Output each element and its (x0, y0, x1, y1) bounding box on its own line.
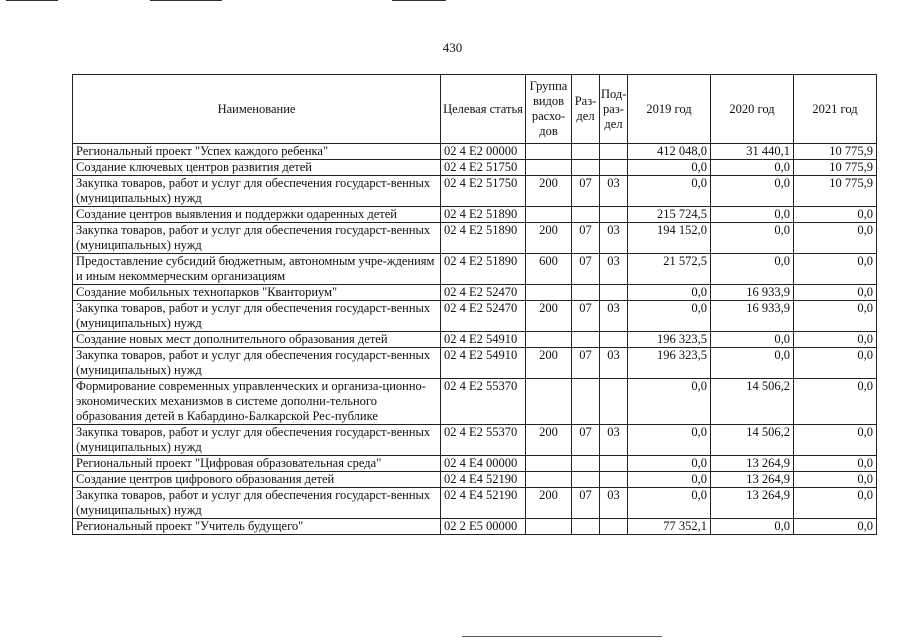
cell-2019: 0,0 (628, 488, 711, 519)
cell-group (526, 519, 572, 535)
header-target: Целевая статья (441, 75, 526, 144)
cell-2021: 0,0 (794, 379, 877, 425)
cell-target: 02 4 E2 51890 (441, 207, 526, 223)
cell-group: 200 (526, 488, 572, 519)
cell-section: 07 (572, 176, 600, 207)
cell-2019: 196 323,5 (628, 348, 711, 379)
cell-group (526, 379, 572, 425)
cell-section (572, 285, 600, 301)
cell-name: Создание центров цифрового образования детей (73, 472, 441, 488)
cell-2020: 0,0 (711, 519, 794, 535)
cell-subsection: 03 (600, 223, 628, 254)
table-row (73, 456, 877, 472)
cell-subsection: 03 (600, 176, 628, 207)
cell-2020: 13 264,9 (711, 456, 794, 472)
cell-2020: 16 933,9 (711, 301, 794, 332)
header-2021: 2021 год (794, 75, 877, 144)
table-row (73, 207, 877, 223)
cell-subsection (600, 332, 628, 348)
top-rule-2 (150, 0, 222, 1)
cell-name: Закупка товаров, работ и услуг для обеспечения государст-венных (муниципальных) нужд (73, 488, 441, 519)
cell-section: 07 (572, 223, 600, 254)
cell-group: 200 (526, 176, 572, 207)
table-row (73, 254, 877, 285)
cell-name: Закупка товаров, работ и услуг для обеспечения государст-венных (муниципальных) нужд (73, 223, 441, 254)
cell-section: 07 (572, 488, 600, 519)
cell-section (572, 144, 600, 160)
cell-2021: 10 775,9 (794, 160, 877, 176)
cell-name: Региональный проект "Учитель будущего" (73, 519, 441, 535)
cell-target: 02 4 E2 51890 (441, 254, 526, 285)
cell-2019: 194 152,0 (628, 223, 711, 254)
cell-2019: 0,0 (628, 456, 711, 472)
cell-2021: 0,0 (794, 456, 877, 472)
cell-name: Региональный проект "Цифровая образовательная среда" (73, 456, 441, 472)
cell-name: Закупка товаров, работ и услуг для обеспечения государст-венных (муниципальных) нужд (73, 176, 441, 207)
cell-2019: 0,0 (628, 160, 711, 176)
cell-group: 200 (526, 348, 572, 379)
table-body (73, 144, 877, 535)
cell-2021: 0,0 (794, 348, 877, 379)
cell-subsection: 03 (600, 301, 628, 332)
cell-target: 02 4 E4 00000 (441, 456, 526, 472)
cell-target: 02 4 E2 54910 (441, 348, 526, 379)
cell-target: 02 4 E2 51750 (441, 176, 526, 207)
cell-name: Закупка товаров, работ и услуг для обеспечения государст-венных (муниципальных) нужд (73, 348, 441, 379)
cell-target: 02 4 E4 52190 (441, 472, 526, 488)
cell-section (572, 160, 600, 176)
cell-group (526, 456, 572, 472)
cell-2019: 196 323,5 (628, 332, 711, 348)
header-2020: 2020 год (711, 75, 794, 144)
cell-2019: 0,0 (628, 379, 711, 425)
cell-name: Закупка товаров, работ и услуг для обеспечения государст-венных (муниципальных) нужд (73, 425, 441, 456)
cell-subsection (600, 160, 628, 176)
bottom-rule (462, 636, 662, 637)
cell-2019: 215 724,5 (628, 207, 711, 223)
cell-2020: 13 264,9 (711, 472, 794, 488)
cell-section: 07 (572, 301, 600, 332)
table-row (73, 160, 877, 176)
cell-subsection (600, 379, 628, 425)
cell-group: 600 (526, 254, 572, 285)
cell-group (526, 144, 572, 160)
cell-2020: 16 933,9 (711, 285, 794, 301)
cell-2020: 0,0 (711, 207, 794, 223)
cell-subsection: 03 (600, 425, 628, 456)
cell-2021: 0,0 (794, 425, 877, 456)
cell-section (572, 456, 600, 472)
cell-2021: 0,0 (794, 301, 877, 332)
table-row (73, 301, 877, 332)
header-2019: 2019 год (628, 75, 711, 144)
header-section: Раз-дел (572, 75, 600, 144)
table-row (73, 519, 877, 535)
cell-2021: 0,0 (794, 285, 877, 301)
cell-target: 02 4 E2 54910 (441, 332, 526, 348)
table-row (73, 144, 877, 160)
cell-group (526, 207, 572, 223)
cell-target: 02 4 E2 52470 (441, 285, 526, 301)
cell-2020: 0,0 (711, 176, 794, 207)
cell-2019: 0,0 (628, 301, 711, 332)
cell-2020: 0,0 (711, 254, 794, 285)
cell-2020: 0,0 (711, 348, 794, 379)
cell-2021: 0,0 (794, 519, 877, 535)
cell-group (526, 472, 572, 488)
budget-table (72, 74, 877, 535)
cell-target: 02 4 E4 52190 (441, 488, 526, 519)
cell-section (572, 379, 600, 425)
table-row (73, 379, 877, 425)
cell-section: 07 (572, 348, 600, 379)
table-row (73, 488, 877, 519)
cell-2020: 31 440,1 (711, 144, 794, 160)
cell-2021: 0,0 (794, 332, 877, 348)
cell-subsection (600, 285, 628, 301)
cell-2021: 0,0 (794, 223, 877, 254)
table-row (73, 223, 877, 254)
cell-name: Предоставление субсидий бюджетным, автономным учре-ждениям и иным некоммерческим организациям (73, 254, 441, 285)
cell-2019: 21 572,5 (628, 254, 711, 285)
cell-subsection (600, 456, 628, 472)
cell-section (572, 207, 600, 223)
table-row (73, 332, 877, 348)
cell-2021: 0,0 (794, 488, 877, 519)
table-row (73, 348, 877, 379)
header-expense-group: Группа видов расхо-дов (526, 75, 572, 144)
cell-section: 07 (572, 425, 600, 456)
cell-group (526, 285, 572, 301)
cell-name: Региональный проект "Успех каждого ребенка" (73, 144, 441, 160)
cell-group: 200 (526, 301, 572, 332)
cell-2020: 0,0 (711, 160, 794, 176)
cell-2019: 0,0 (628, 472, 711, 488)
cell-target: 02 4 E2 52470 (441, 301, 526, 332)
cell-2021: 0,0 (794, 254, 877, 285)
header-name: Наименование (73, 75, 441, 144)
table-row (73, 425, 877, 456)
cell-subsection (600, 519, 628, 535)
cell-target: 02 4 E2 55370 (441, 379, 526, 425)
cell-subsection (600, 144, 628, 160)
cell-target: 02 4 E2 00000 (441, 144, 526, 160)
cell-section (572, 332, 600, 348)
cell-section: 07 (572, 254, 600, 285)
cell-2019: 412 048,0 (628, 144, 711, 160)
cell-target: 02 4 E2 51750 (441, 160, 526, 176)
cell-2021: 10 775,9 (794, 176, 877, 207)
cell-target: 02 4 E2 55370 (441, 425, 526, 456)
cell-name: Создание мобильных технопарков "Кванториум" (73, 285, 441, 301)
cell-name: Создание новых мест дополнительного образования детей (73, 332, 441, 348)
cell-2020: 14 506,2 (711, 379, 794, 425)
cell-group (526, 332, 572, 348)
cell-2019: 0,0 (628, 176, 711, 207)
table-row (73, 472, 877, 488)
cell-group: 200 (526, 425, 572, 456)
cell-2019: 0,0 (628, 285, 711, 301)
cell-name: Создание ключевых центров развития детей (73, 160, 441, 176)
cell-2020: 14 506,2 (711, 425, 794, 456)
cell-2019: 0,0 (628, 425, 711, 456)
cell-2020: 0,0 (711, 332, 794, 348)
cell-target: 02 2 E5 00000 (441, 519, 526, 535)
cell-target: 02 4 E2 51890 (441, 223, 526, 254)
cell-2021: 10 775,9 (794, 144, 877, 160)
cell-2019: 77 352,1 (628, 519, 711, 535)
cell-2021: 0,0 (794, 207, 877, 223)
table-row (73, 285, 877, 301)
header-row (73, 75, 877, 144)
cell-subsection: 03 (600, 254, 628, 285)
cell-subsection: 03 (600, 348, 628, 379)
cell-subsection (600, 472, 628, 488)
cell-section (572, 472, 600, 488)
cell-name: Формирование современных управленческих и организа-ционно-экономических механизмов в системе дополни-тельного образования детей в Кабардино-Балкарской Рес-публике (73, 379, 441, 425)
page-number: 430 (442, 40, 463, 55)
cell-2021: 0,0 (794, 472, 877, 488)
cell-name: Создание центров выявления и поддержки одаренных детей (73, 207, 441, 223)
table-row (73, 176, 877, 207)
cell-group (526, 160, 572, 176)
cell-group: 200 (526, 223, 572, 254)
header-subsection: Под-раз-дел (600, 75, 628, 144)
top-rule-1 (6, 0, 58, 1)
cell-section (572, 519, 600, 535)
cell-2020: 0,0 (711, 223, 794, 254)
cell-subsection (600, 207, 628, 223)
top-rule-3 (392, 0, 446, 1)
cell-2020: 13 264,9 (711, 488, 794, 519)
cell-name: Закупка товаров, работ и услуг для обеспечения государст-венных (муниципальных) нужд (73, 301, 441, 332)
cell-subsection: 03 (600, 488, 628, 519)
